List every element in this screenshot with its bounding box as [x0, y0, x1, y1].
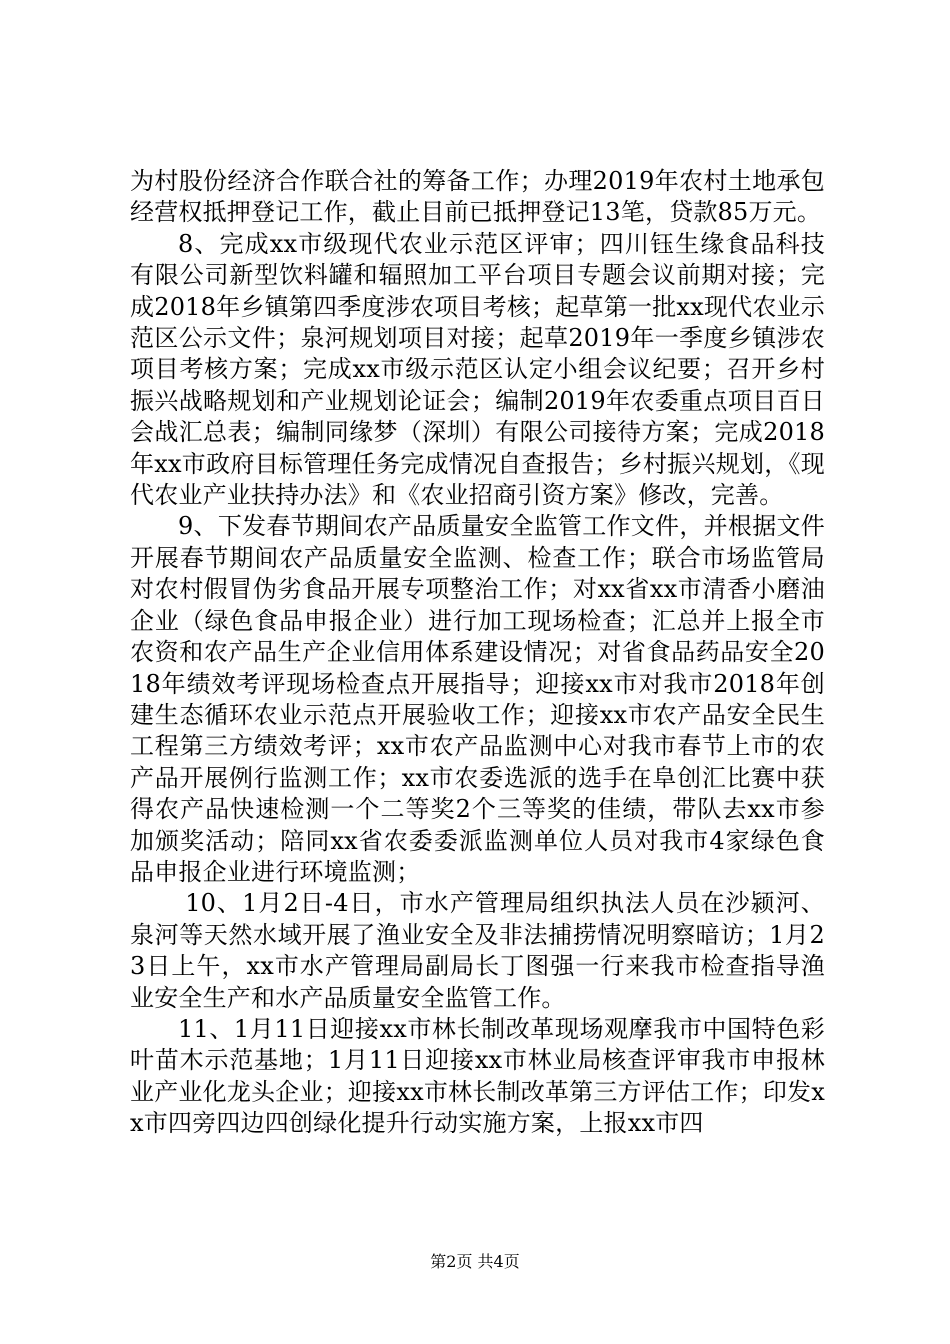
paragraph-item-9: 9、下发春节期间农产品质量安全监管工作文件，并根据文件开展春节期间农产品质量安全监测、检查工作；联合市场监管局对农村假冒伪劣食品开展专项整治工作；对xx省xx市清香小磨油企业（绿色食品申报企业）进行加工现场检查；汇总并上报全市农资和农产品生产企业信用体系建设情况；对省食品药品安全2018年绩效考评现场检查点开展指导；迎接xx市对我市2018年创建生态循环农业示范点开展验收工作；迎接xx市农产品安全民生工程第三方绩效考评；xx市农产品监测中心对我市春节上市的农产品开展例行监测工作；xx市农委选派的选手在阜创汇比赛中获得农产品快速检测一个二等奖2个三等奖的佳绩，带队去xx市参加颁奖活动；陪同xx省农委委派监测单位人员对我市4家绿色食品申报企业进行环境监测； [130, 512, 825, 886]
paragraph-item-11: 11、1月11日迎接xx市林长制改革现场观摩我市中国特色彩叶苗木示范基地；1月11日迎接xx市林业局核查评审我市申报林业产业化龙头企业；迎接xx市林长制改革第三方评估工作；印发xx市四旁四边四创绿化提升行动实施方案，上报xx市四 [130, 1014, 825, 1138]
page-number-footer: 第2页 共4页 [430, 1252, 520, 1271]
paragraph-continuation: 为村股份经济合作联合社的筹备工作；办理2019年农村土地承包经营权抵押登记工作，截止目前已抵押登记13笔，贷款85万元。 [130, 167, 825, 227]
paragraph-item-10: 10、1月2日-4日，市水产管理局组织执法人员在沙颍河、泉河等天然水域开展了渔业安全及非法捕捞情况明察暗访；1月23日上午，xx市水产管理局副局长丁图强一行来我市检查指导渔业安全生产和水产品质量安全监管工作。 [130, 889, 825, 1012]
paragraph-item-8: 8、完成xx市级现代农业示范区评审；四川钰生缘食品科技有限公司新型饮料罐和辐照加工平台项目专题会议前期对接；完成2018年乡镇第四季度涉农项目考核；起草第一批xx现代农业示范区公示文件；泉河规划项目对接；起草2019年一季度乡镇涉农项目考核方案；完成xx市级示范区认定小组会议纪要；召开乡村振兴战略规划和产业规划论证会；编制2019年农委重点项目百日会战汇总表；编制同缘梦（深圳）有限公司接待方案；完成2018年xx市政府目标管理任务完成情况自查报告；乡村振兴规划，《现代农业产业扶持办法》和《农业招商引资方案》修改，完善。 [130, 229, 825, 510]
document-body [130, 166, 825, 1140]
